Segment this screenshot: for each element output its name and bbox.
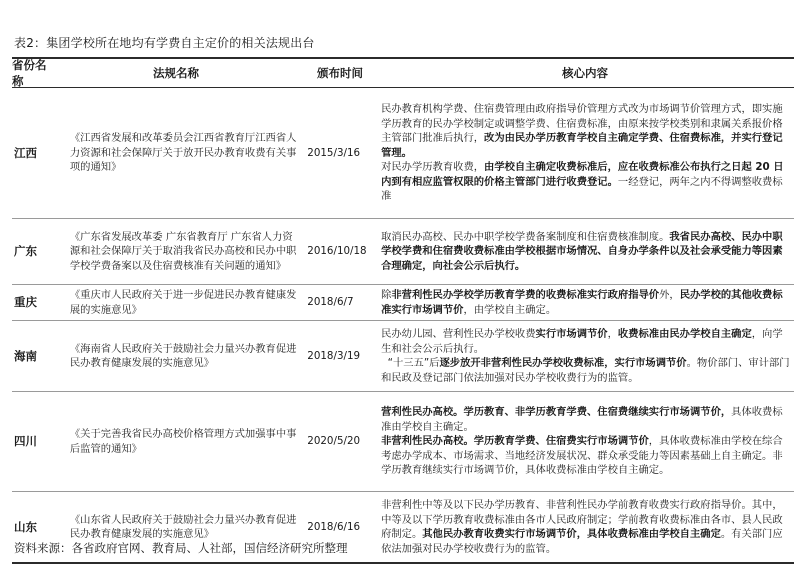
content-text: ，具体收费标准由学校在综合考虑办学成本、市场需求、当地经济发展状况、群众承受能力等因素基础上自主确定。非学历教育继续实行市场调节价，具体收费标准由学校自主确定。	[381, 435, 783, 477]
table-row	[12, 88, 794, 219]
header-content: 核心内容	[562, 66, 608, 80]
content-bold-text: 我省民办高校、民办中职学校学费和住宿费收费标准由学校根据市场情况、自身办学条件以及社会承受能力等因素合理确定，向社会公示后执行。	[381, 230, 783, 272]
content-bold-text: 实行市场调节价	[535, 328, 608, 340]
content-cell	[375, 405, 794, 478]
content-text: “十三五”后	[381, 357, 440, 369]
regulation-cell: 《山东省人民政府关于鼓励社会力量兴办教育促进民办教育健康发展的实施意见》	[69, 513, 297, 540]
content-cell	[375, 230, 794, 274]
province-cell: 广东	[14, 244, 37, 259]
content-cell	[375, 288, 794, 317]
date-cell: 2018/3/19	[307, 349, 361, 362]
table-row	[12, 321, 794, 392]
regulations-table	[12, 57, 794, 564]
content-bold-text: 非营利性民办学校学历教育学费的收费标准实行政府指导价	[391, 289, 660, 301]
date-cell: 2015/3/16	[307, 146, 361, 159]
content-text: 一经登记，两年之内不得调整收费标准	[381, 175, 783, 203]
content-text: 。有关部门应依法加强对民办学校收费行为的监管。	[381, 528, 783, 555]
date-cell: 2016/10/18	[307, 245, 367, 258]
content-cell	[375, 498, 794, 556]
date-cell: 2020/5/20	[307, 435, 361, 448]
content-text: ，向学生和社会公示后执行。	[381, 328, 783, 355]
content-bold-text: 改为由民办学历教育学校自主确定学费、住宿费标准，并实行登记管理。	[381, 132, 783, 159]
table-header	[12, 59, 794, 88]
content-text: 。物价部门、审计部门和民政及登记部门依法加强对民办学校收费行为的监管。	[381, 357, 790, 384]
table-row	[12, 285, 794, 321]
content-text: 民办教育机构学费、住宿费管理由政府指导价管理方式改为市场调节价管理方式，即实施学历教育的民办学校制定或调整学费、住宿费标准，由原来按学校类别和隶属关系报价格主管部门批准后执行，	[381, 103, 783, 145]
content-bold-text: 由学校自主确定收费标准后，应在收费标准公布执行之日起 20 日内到有相应监管权限的价格主管部门进行收费登记。	[381, 161, 784, 188]
header-regulation: 法规名称	[153, 66, 199, 80]
content-bold-text: 逐步放开非营利性民办学校收费标准，实行市场调节价	[439, 357, 687, 369]
province-cell: 重庆	[14, 295, 37, 310]
province-cell: 四川	[14, 434, 37, 449]
content-bold-text: 收费标准由民办学校自主确定	[617, 328, 752, 340]
date-cell: 2018/6/16	[307, 520, 361, 533]
content-bold-text: 营利性民办高校。学历教育、非学历教育学费、住宿费继续实行市场调节价，	[381, 406, 732, 419]
table-row	[12, 392, 794, 492]
content-cell	[375, 327, 794, 385]
content-text: 除	[381, 289, 392, 301]
content-text: 取消民办高校、民办中职学校学费备案制度和住宿费核准制度。	[381, 230, 670, 243]
regulation-cell: 《广东省发展改革委 广东省教育厅 广东省人力资源和社会保障厅关于取消我省民办高校和民办中职学校学费备案以及住宿费核准有关问题的通知》	[69, 230, 297, 272]
content-text: ，由学校自主确定。	[463, 303, 557, 316]
content-bold-text: 民办学校的其他收费标准实行市场调节价	[381, 289, 783, 316]
regulation-cell: 《关于完善我省民办高校价格管理方式加强事中事后监管的通知》	[69, 428, 297, 455]
table-title: 表2：集团学校所在地均有学费自主定价的相关法规出台	[14, 36, 315, 50]
content-text: 具体收费标准由学校自主确定。	[381, 406, 783, 433]
content-text: 民办幼儿园、营利性民办学校收费	[381, 328, 536, 340]
province-cell: 江西	[14, 145, 37, 160]
table-row	[12, 219, 794, 285]
regulation-cell: 《重庆市人民政府关于进一步促进民办教育健康发展的实施意见》	[69, 289, 297, 316]
content-text: ，	[607, 328, 618, 340]
regulation-cell: 《江西省发展和改革委员会江西省教育厅江西省人力资源和社会保障厅关于放开民办教育收费有关事项的通知》	[69, 132, 297, 174]
header-date: 颁布时间	[317, 66, 363, 80]
regulation-cell: 《海南省人民政府关于鼓励社会力量兴办教育促进民办教育健康发展的实施意见》	[69, 342, 297, 369]
date-cell: 2018/6/7	[307, 296, 354, 309]
content-text: 非营利性中等及以下民办学历教育、非营利性民办学前教育收费实行政府指导价。其中，中等及以下学历教育收费标准由各市人民政府制定；学前教育收费标准由各市、县人民政府制定。	[381, 499, 783, 540]
content-text: 对民办学历教育收费，	[381, 161, 485, 174]
content-text: 外，	[659, 289, 680, 301]
content-bold-text: 非营利性民办高校。学历教育学费、住宿费实行市场调节价	[381, 435, 649, 448]
source-note: 资料来源：各省政府官网、教育局、人社部，国信经济研究所整理	[14, 541, 348, 555]
header-province: 省份名称	[12, 58, 47, 88]
province-cell: 海南	[14, 348, 37, 363]
province-cell: 山东	[14, 519, 37, 534]
content-cell	[375, 102, 794, 204]
content-bold-text: 其他民办教育收费实行市场调节价，具体收费标准由学校自主确定	[422, 528, 721, 540]
